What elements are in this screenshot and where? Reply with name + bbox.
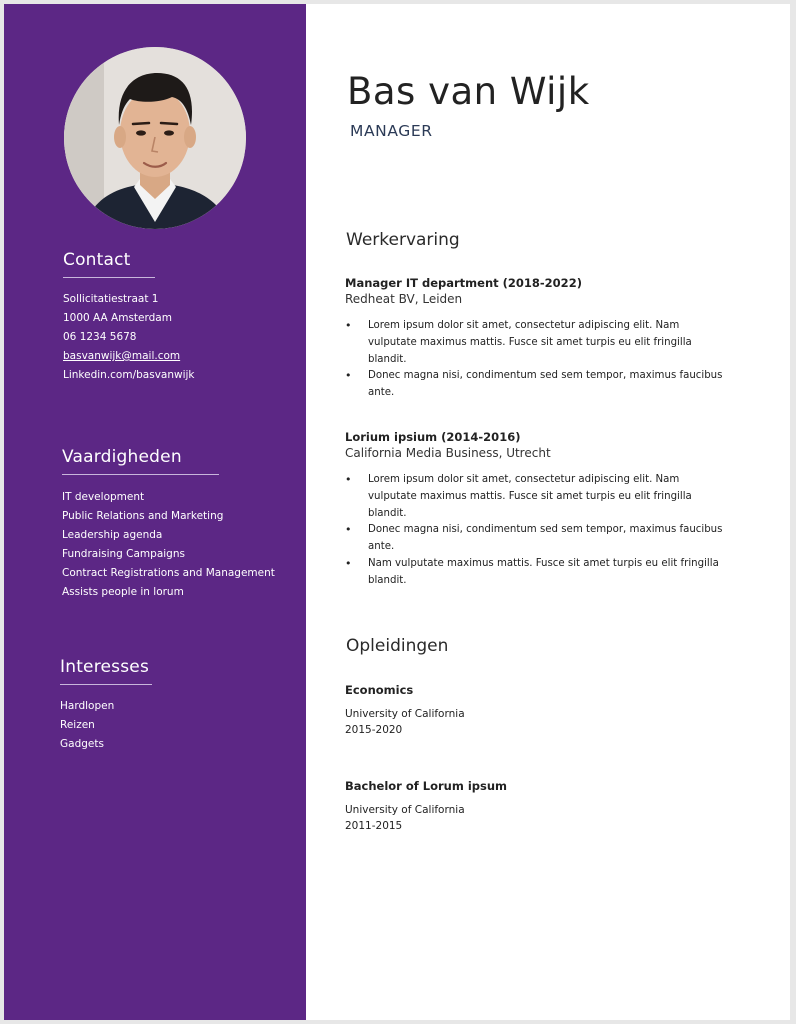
skill-item: Assists people in lorum [62, 586, 184, 598]
interests-list [60, 697, 152, 754]
profile-photo [64, 47, 246, 229]
job-bullets [345, 318, 725, 402]
education-school: University of California [345, 804, 465, 816]
skills-heading: Vaardigheden [62, 447, 182, 467]
skills-divider [62, 474, 219, 475]
interest-item: Hardlopen [60, 700, 115, 712]
skills-list [62, 488, 275, 602]
job-bullet: • Lorem ipsum dolor sit amet, consectetur adipiscing elit. Nam vulputate maximus mattis. Fusce sit amet turpis eu elit fringilla blandit. [345, 472, 725, 522]
job-title: Manager IT department (2018-2022) [345, 276, 582, 290]
interest-item: Gadgets [60, 738, 104, 750]
sidebar [4, 4, 306, 1020]
contact-phone: 06 1234 5678 [63, 331, 137, 343]
job-bullet: • Donec magna nisi, condimentum sed sem tempor, maximus faucibus ante. [345, 368, 725, 402]
job-company: Redheat BV, Leiden [345, 292, 463, 306]
education-years: 2015-2020 [345, 724, 403, 736]
education-title: Economics [345, 683, 414, 697]
person-name: Bas van Wijk [347, 70, 590, 113]
interests-section [60, 657, 152, 754]
job-entry [345, 276, 725, 402]
contact-list [63, 290, 195, 385]
skill-item: Fundraising Campaigns [62, 548, 185, 560]
job-bullet: • Lorem ipsum dolor sit amet, consectetur adipiscing elit. Nam vulputate maximus mattis. Fusce sit amet turpis eu elit fringilla blandit. [345, 318, 725, 368]
job-company: California Media Business, Utrecht [345, 446, 551, 460]
experience-heading: Werkervaring [346, 230, 460, 250]
education-title: Bachelor of Lorum ipsum [345, 779, 508, 793]
skills-section [62, 447, 275, 602]
job-bullets [345, 472, 725, 590]
job-entry [345, 430, 725, 590]
job-title: Lorium ipsium (2014-2016) [345, 430, 521, 444]
job-bullet: • Nam vulputate maximus mattis. Fusce sit amet turpis eu elit fringilla blandit. [345, 556, 725, 590]
interest-item: Reizen [60, 719, 95, 731]
resume-page [4, 4, 790, 1020]
skill-item: Public Relations and Marketing [62, 510, 224, 522]
job-bullet: • Donec magna nisi, condimentum sed sem tempor, maximus faucibus ante. [345, 522, 725, 556]
education-heading: Opleidingen [346, 636, 449, 656]
contact-divider [63, 277, 155, 278]
contact-heading: Contact [63, 250, 131, 270]
contact-postcode: 1000 AA Amsterdam [63, 312, 172, 324]
contact-linkedin: Linkedin.com/basvanwijk [63, 369, 195, 381]
interests-divider [60, 684, 152, 685]
contact-address: Sollicitatiestraat 1 [63, 293, 159, 305]
contact-email-link[interactable]: basvanwijk@mail.com [63, 350, 181, 362]
education-school: University of California [345, 708, 465, 720]
interests-heading: Interesses [60, 657, 150, 677]
education-entry [345, 683, 705, 738]
skill-item: Leadership agenda [62, 529, 163, 541]
skill-item: Contract Registrations and Management [62, 567, 275, 579]
education-entry [345, 779, 705, 834]
job-role: MANAGER [350, 122, 433, 140]
skill-item: IT development [62, 491, 145, 503]
education-years: 2011-2015 [345, 820, 403, 832]
contact-section [63, 250, 195, 385]
